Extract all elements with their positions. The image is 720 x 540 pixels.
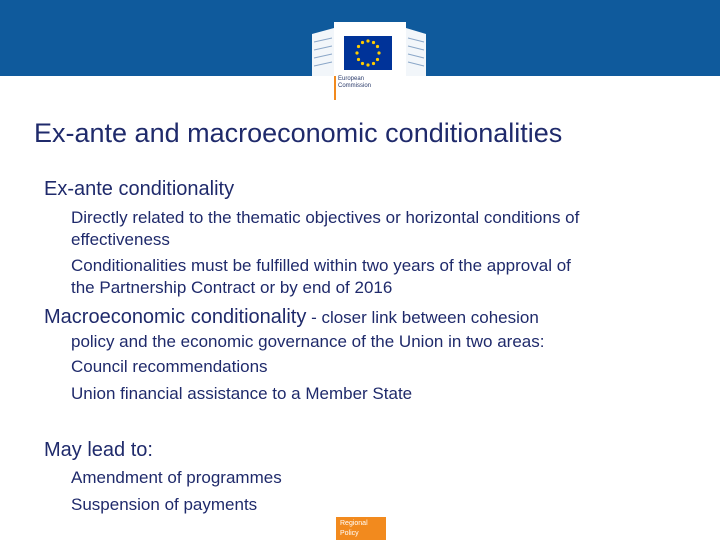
macro-heading: Macroeconomic conditionality xyxy=(44,306,307,328)
macro-line-3: Union financial assistance to a Member State xyxy=(71,384,413,403)
brand-line-1: European xyxy=(338,76,365,82)
exante-heading: Ex-ante conditionality xyxy=(44,178,235,200)
macro-heading-tail: - closer link between cohesion xyxy=(306,308,539,327)
exante-line-3: Conditionalities must be fulfilled within two years of the approval of xyxy=(71,256,571,275)
exante-line-4: the Partnership Contract or by end of 2016 xyxy=(71,278,393,297)
macro-line-2: Council recommendations xyxy=(71,357,268,376)
lead-line-1: Amendment of programmes xyxy=(71,468,282,487)
exante-line-2: effectiveness xyxy=(71,230,170,249)
macro-line-1: policy and the economic governance of the Union in two areas: xyxy=(71,332,545,351)
brand-line-2: Commission xyxy=(338,83,372,89)
slide-title: Ex-ante and macroeconomic conditionalities xyxy=(34,118,563,148)
footer-tag-line-1: Regional xyxy=(340,520,368,527)
macro-heading-line xyxy=(44,306,539,329)
exante-line-1: Directly related to the thematic objectives or horizontal conditions of xyxy=(71,208,580,227)
lead-heading: May lead to: xyxy=(44,439,153,461)
footer-tag-line-2: Policy xyxy=(340,530,359,537)
lead-line-2: Suspension of payments xyxy=(71,495,258,514)
regional-policy-tag xyxy=(336,517,386,540)
